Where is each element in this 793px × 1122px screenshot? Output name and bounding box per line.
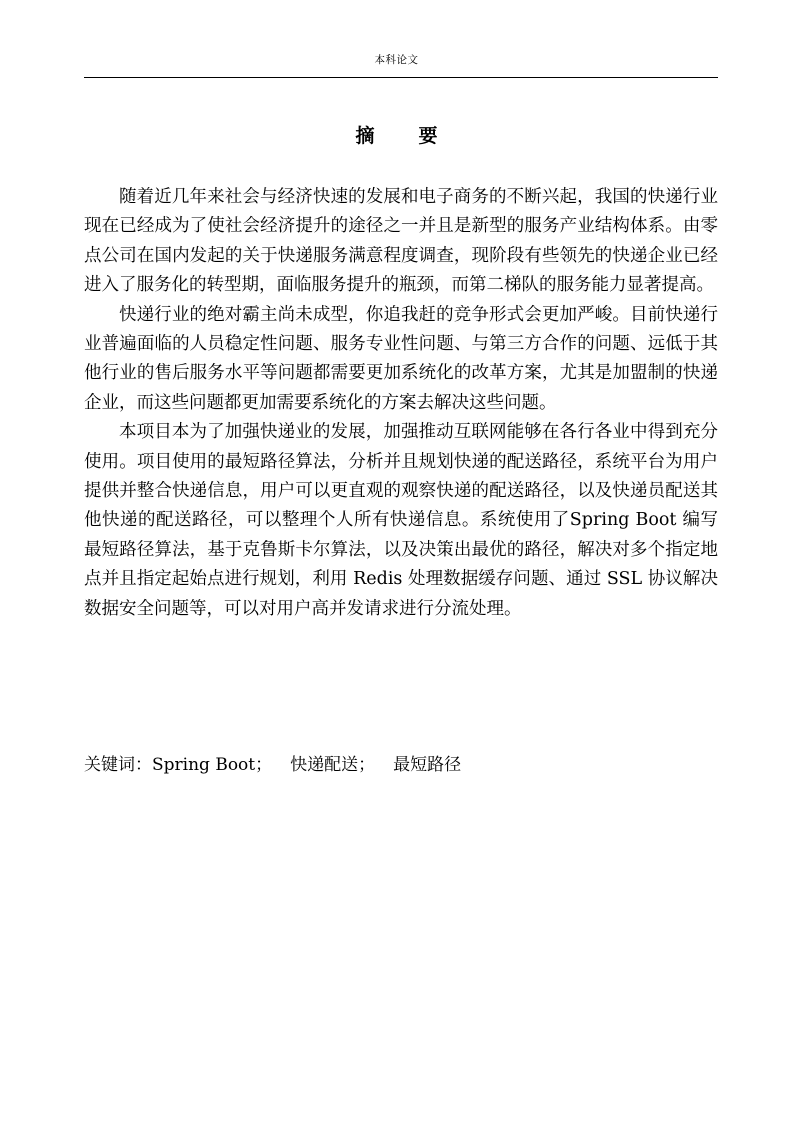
keyword-shortest-path: 最短路径 <box>393 755 462 775</box>
keywords-line <box>84 751 718 779</box>
keyword-spring-boot: Spring Boot； <box>152 755 273 775</box>
keyword-express-delivery: 快递配送； <box>290 755 376 775</box>
abstract-title-char-2: 要 <box>418 125 438 147</box>
abstract-title-char-1: 摘 <box>355 125 375 147</box>
abstract-paragraph-2: 快递行业的绝对霸主尚未成型，你追我赶的竞争形式会更加严峻。目前快递行业普遍面临的人员稳定性问题、服务专业性问题、与第三方合作的问题、远低于其他行业的售后服务水平等问题都需要更加系统化的改革方案，尤其是加盟制的快递企业，而这些问题都更加需要系统化的方案去解决这些问题。 <box>84 304 718 413</box>
keywords-label: 关键词： <box>84 755 152 775</box>
abstract-paragraph-1: 随着近几年来社会与经济快速的发展和电子商务的不断兴起，我国的快递行业现在已经成为了使社会经济提升的途径之一并且是新型的服务产业结构体系。由零点公司在国内发起的关于快递服务满意程度调查，现阶段有些领先的快递企业已经进入了服务化的转型期，面临服务提升的瓶颈，而第二梯队的服务能力显著提高。 <box>84 187 718 296</box>
abstract-paragraph-3: 本项目本为了加强快递业的发展，加强推动互联网能够在各行各业中得到充分使用。项目使用的最短路径算法，分析并且规划快递的配送路径，系统平台为用户提供并整合快递信息，用户可以更直观的观察快递的配送路径，以及快递员配送其他快递的配送路径，可以整理个人所有快递信息。系统使用了Spring Boot 编写最短路径算法，基于克鲁斯卡尔算法，以及决策出最优的路径，解决对多个指定地点并且指定起始点进行规划，利用 Redis 处理数据缓存问题、通过 SSL 协议解决数据安全问题等，可以对用户高并发请求进行分流处理。 <box>84 422 718 619</box>
abstract-title <box>0 123 793 149</box>
page-header: 本科论文 <box>374 54 419 66</box>
abstract-body <box>84 183 718 624</box>
header-divider <box>84 77 718 78</box>
